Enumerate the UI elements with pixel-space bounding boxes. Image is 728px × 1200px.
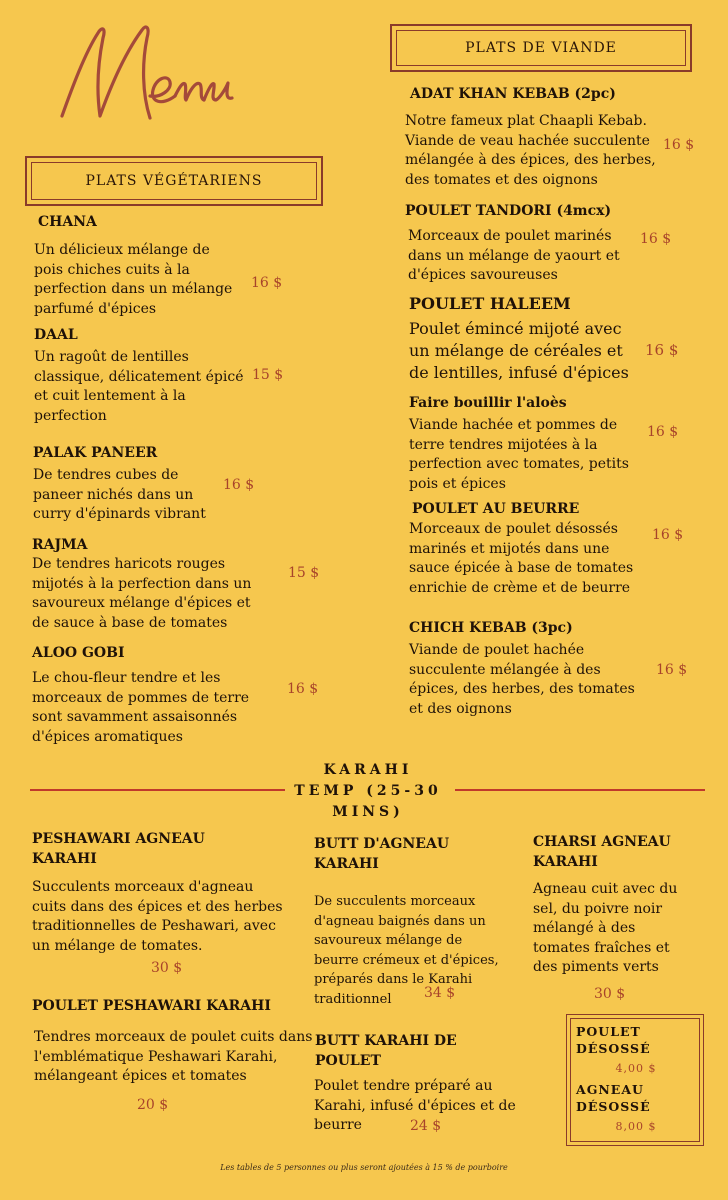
karahi-item-name: BUTT D'AGNEAU KARAHI <box>314 836 450 872</box>
karahi-item-price: 30 $ <box>594 986 626 1002</box>
karahi-item-desc: Tendres morceaux de poulet cuits dans l'emblématique Peshawari Karahi, mélangeant épices et tomates <box>34 1029 313 1084</box>
meat-item-price: 16 $ <box>656 662 688 678</box>
meat-item-price: 16 $ <box>652 527 684 543</box>
meat-item-desc: Notre fameux plat Chaapli Kebab. Viande de veau hachée succulente mélangée à des épices, des herbes, des tomates et des oignons <box>405 113 656 188</box>
karahi-item-desc: De succulents morceaux d'agneau baignés dans un savoureux mélange de beurre crémeux et d'épices, préparés dans le Karahi traditionnel <box>314 894 499 1007</box>
karahi-item-desc: Succulents morceaux d'agneau cuits dans des épices et des herbes traditionnelles de Peshawari, avec un mélange de tomates. <box>32 879 283 954</box>
karahi-heading <box>283 760 453 823</box>
boneless-lamb-label: AGNEAU DÉSOSSÉ <box>576 1082 651 1114</box>
meat-item-name: CHICH KEBAB (3pc) <box>409 620 573 636</box>
karahi-item-desc: Agneau cuit avec du sel, du poivre noir mélangé à des tomates fraîches et des piments verts <box>533 881 678 975</box>
boneless-box <box>566 1014 704 1146</box>
meat-item-desc: Morceaux de poulet désossés marinés et mijotés dans une sauce épicée à base de tomates enrichie de crème et de beurre <box>409 521 634 596</box>
karahi-item-name: CHARSI AGNEAU KARAHI <box>533 834 671 870</box>
karahi-heading-line: MINS) <box>332 804 404 820</box>
veg-item-desc: De tendres haricots rouges mijotés à la perfection dans un savoureux mélange d'épices et de sauce à base de tomates <box>32 556 252 631</box>
meat-heading-box <box>390 24 692 72</box>
veg-item-price: 16 $ <box>251 275 283 291</box>
meat-item-price: 16 $ <box>647 424 679 440</box>
karahi-item-price: 20 $ <box>137 1097 169 1113</box>
meat-item-name: ADAT KHAN KEBAB (2pc) <box>410 86 616 102</box>
karahi-heading-line: TEMP (25-30 <box>294 783 442 799</box>
veg-item-price: 16 $ <box>223 477 255 493</box>
veg-heading: PLATS VÉGÉTARIENS <box>85 173 263 189</box>
meat-item-desc: Poulet émincé mijoté avec un mélange de céréales et de lentilles, infusé d'épices <box>409 319 629 382</box>
meat-item-name: POULET TANDORI (4mcx) <box>405 203 612 219</box>
karahi-item-name: BUTT KARAHI DE POULET <box>315 1033 457 1069</box>
meat-item-desc: Viande de poulet hachée succulente mélangée à des épices, des herbes, des tomates et des oignons <box>409 642 635 717</box>
veg-item-price: 16 $ <box>287 681 319 697</box>
veg-item-desc: Un délicieux mélange de pois chiches cuits à la perfection dans un mélange parfumé d'épices <box>34 242 233 317</box>
karahi-rule-right <box>455 789 705 791</box>
veg-item-desc: Un ragoût de lentilles classique, délicatement épicé et cuit lentement à la perfection <box>34 349 244 424</box>
karahi-item-name: PESHAWARI AGNEAU KARAHI <box>32 831 205 867</box>
meat-item-desc: Viande hachée et pommes de terre tendres mijotées à la perfection avec tomates, petits pois et épices <box>409 417 629 492</box>
meat-item-desc: Morceaux de poulet marinés dans un mélange de yaourt et d'épices savoureuses <box>408 228 620 283</box>
boneless-chicken-price: 4,00 $ <box>615 1062 657 1075</box>
karahi-item-name: POULET PESHAWARI KARAHI <box>32 998 271 1014</box>
veg-item-name: DAAL <box>34 327 78 343</box>
veg-item-desc: De tendres cubes de paneer nichés dans un curry d'épinards vibrant <box>33 467 206 522</box>
veg-heading-box <box>25 156 323 206</box>
footer-note: Les tables de 5 personnes ou plus seront ajoutées à 15 % de pourboire <box>220 1163 508 1172</box>
boneless-chicken-label: POULET DÉSOSSÉ <box>576 1024 651 1056</box>
meat-item-name: POULET HALEEM <box>409 294 571 313</box>
karahi-rule-left <box>30 789 285 791</box>
karahi-item-desc: Poulet tendre préparé au Karahi, infusé d'épices et de beurre <box>314 1078 516 1133</box>
karahi-item-price: 34 $ <box>424 985 456 1001</box>
veg-item-name: CHANA <box>38 214 97 230</box>
veg-item-name: RAJMA <box>32 537 88 553</box>
boneless-lamb-price: 8,00 $ <box>615 1120 657 1133</box>
meat-heading: PLATS DE VIANDE <box>465 40 617 56</box>
veg-item-desc: Le chou-fleur tendre et les morceaux de pommes de terre sont savamment assaisonnés d'épices aromatiques <box>32 670 250 745</box>
meat-item-name: Faire bouillir l'aloès <box>409 395 567 411</box>
veg-item-name: ALOO GOBI <box>32 645 125 661</box>
meat-item-price: 16 $ <box>640 231 672 247</box>
veg-item-name: PALAK PANEER <box>33 445 158 461</box>
karahi-item-price: 24 $ <box>410 1118 442 1134</box>
veg-item-price: 15 $ <box>252 367 284 383</box>
karahi-item-price: 30 $ <box>151 960 183 976</box>
meat-item-price: 16 $ <box>663 137 695 153</box>
karahi-heading-line: KARAHI <box>323 762 413 778</box>
meat-item-price: 16 $ <box>645 341 679 359</box>
meat-item-name: POULET AU BEURRE <box>412 501 580 517</box>
menu-logo <box>50 8 250 138</box>
veg-item-price: 15 $ <box>288 565 320 581</box>
